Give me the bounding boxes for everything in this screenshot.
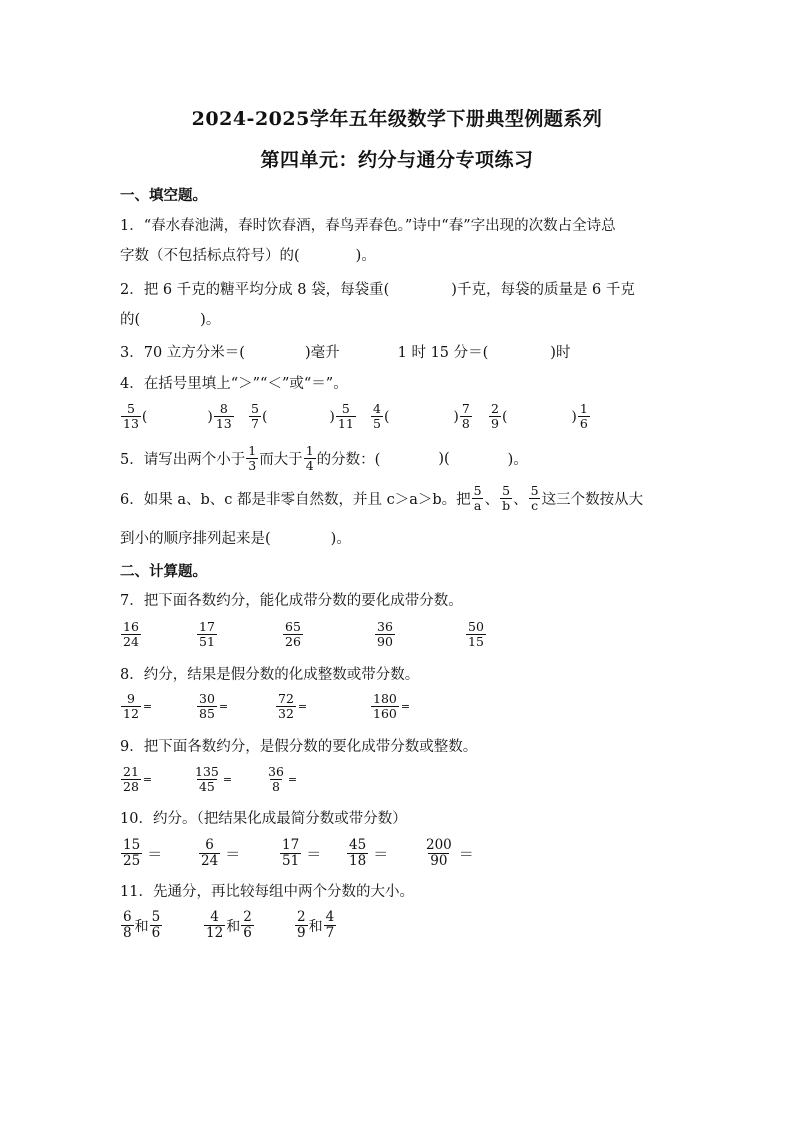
section-heading-fill-blank: 一、填空题。 (120, 187, 207, 204)
question-4: 4．在括号里填上“＞”“＜”或“＝”。 (120, 376, 348, 392)
fraction: $\frac{5}{c}$ (530, 483, 539, 513)
q9-item-3: $\frac{36}{8}$ = (268, 764, 298, 794)
fraction: $\frac{4}{5}$ (373, 401, 381, 431)
q11-pair-2: $\frac{4}{12}$ 和 $\frac{2}{6}$ (206, 909, 252, 941)
question-1-line-1: 1．“春水春池满，春时饮春酒，春鸟弄春色。”诗中“春”字出现的次数占全诗总 (120, 218, 616, 234)
q8-item-3: $\frac{72}{32}$ = (278, 691, 308, 721)
q10-item-1: $\frac{15}{25}$ ＝ (123, 837, 163, 869)
compare-pair-1: $\frac{5}{13}$ ( ) $\frac{8}{13}$ (123, 401, 232, 431)
question-7: 7．把下面各数约分，能化成带分数的要化成带分数。 (120, 593, 463, 609)
question-2-line-1: 2．把 6 千克的糖平均分成 8 袋，每袋重( )千克，每袋的质量是 6 千克 (120, 282, 635, 298)
q9-item-2: $\frac{135}{45}$ = (195, 764, 233, 794)
q7-fraction-5: $\frac{50}{15}$ (468, 619, 484, 649)
q10-item-3: $\frac{17}{51}$ ＝ (282, 837, 322, 869)
q7-fraction-1: $\frac{16}{24}$ (123, 619, 139, 649)
fraction: $\frac{5}{a}$ (473, 483, 482, 513)
question-6-line-1: 6．如果 a、b、c 都是非零自然数，并且 c＞a＞b。把 $\frac{5}{a}$ 、 $\frac{5}{b}$ 、 $\frac{5}{c}$ 这三个数按从大 (120, 483, 644, 513)
question-9: 9．把下面各数约分，是假分数的要化成带分数或整数。 (120, 739, 478, 755)
q8-item-4: $\frac{180}{160}$ = (373, 691, 411, 721)
question-3: 3．70 立方分米＝( )毫升 1 时 15 分＝( )时 (120, 345, 571, 361)
fraction: $\frac{5}{11}$ (337, 401, 354, 431)
q10-item-2: $\frac{6}{24}$ ＝ (201, 837, 241, 869)
compare-pair-4: $\frac{2}{9}$ ( ) $\frac{1}{6}$ (491, 401, 588, 431)
q7-fraction-4: $\frac{36}{90}$ (377, 619, 393, 649)
q10-item-4: $\frac{45}{18}$ ＝ (349, 837, 389, 869)
page-subtitle: 第四单元：约分与通分专项练习 (260, 149, 534, 171)
fraction: $\frac{8}{13}$ (215, 401, 232, 431)
fraction: $\frac{2}{9}$ (491, 401, 499, 431)
question-10: 10．约分。（把结果化成最简分数或带分数） (120, 811, 407, 827)
fraction: $\frac{7}{8}$ (461, 401, 470, 431)
question-11: 11．先通分，再比较每组中两个分数的大小。 (120, 884, 414, 900)
question-2-line-2: 的( )。 (120, 312, 221, 328)
q11-pair-3: $\frac{2}{9}$ 和 $\frac{4}{7}$ (297, 909, 335, 941)
fraction: $\frac{1}{6}$ (579, 401, 588, 431)
compare-pair-3: $\frac{4}{5}$ ( ) $\frac{7}{8}$ (373, 401, 470, 431)
section-heading-calculation: 二、计算题。 (120, 563, 207, 580)
q8-item-1: $\frac{9}{12}$ = (123, 691, 153, 721)
q8-item-2: $\frac{30}{85}$ = (199, 691, 229, 721)
fraction: $\frac{5}{b}$ (502, 483, 511, 513)
q10-item-5: $\frac{200}{90}$ ＝ (426, 837, 474, 869)
question-5: 5．请写出两个小于 $\frac{1}{3}$ 而大于 $\frac{1}{4}$ 的分数：( )( )。 (120, 443, 528, 473)
q11-pair-1: $\frac{6}{8}$ 和 $\frac{5}{6}$ (123, 909, 161, 941)
page-title: 2024-2025学年五年级数学下册典型例题系列 (191, 108, 603, 130)
fraction: $\frac{1}{3}$ (248, 443, 257, 473)
q7-fraction-3: $\frac{65}{26}$ (285, 619, 301, 649)
compare-pair-2: $\frac{5}{7}$ ( ) $\frac{5}{11}$ (251, 401, 354, 431)
question-1-line-2: 字数（不包括标点符号）的( )。 (120, 248, 376, 264)
fraction: $\frac{5}{7}$ (251, 401, 259, 431)
fraction: $\frac{1}{4}$ (305, 443, 314, 473)
question-6-line-2: 到小的顺序排列起来是( )。 (120, 531, 351, 547)
fraction: $\frac{5}{13}$ (123, 401, 139, 431)
q7-fraction-2: $\frac{17}{51}$ (199, 619, 215, 649)
q9-item-1: $\frac{21}{28}$ = (123, 764, 153, 794)
question-8: 8．约分，结果是假分数的化成整数或带分数。 (120, 667, 420, 683)
